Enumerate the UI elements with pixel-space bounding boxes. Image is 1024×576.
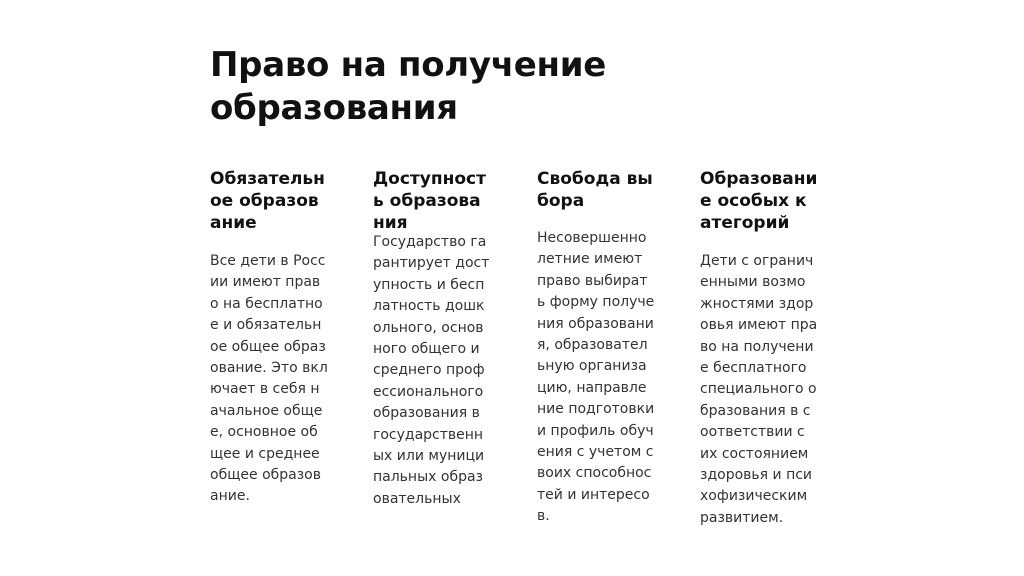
column-special-categories-education bbox=[700, 168, 818, 529]
column-heading: Обязательное образование bbox=[210, 169, 325, 233]
column-text: Все дети в России имеют право на бесплатное и обязательное общее образование. Это включает в себя начальное общее, основное общее и среднее общее образование. bbox=[210, 253, 328, 505]
column-heading: Образование особых категорий bbox=[700, 169, 818, 233]
page-title: Право на получение образования bbox=[210, 45, 607, 128]
column-text: Дети с ограниченными возможностями здоровья имеют право на получение бесплатного специального образования в соответствии с их состоянием здоровья и психофизическим развитием. bbox=[700, 253, 818, 526]
column-heading: Доступность образования bbox=[373, 169, 486, 233]
column-mandatory-education bbox=[210, 168, 328, 508]
column-heading: Свобода выбора bbox=[537, 169, 653, 211]
column-text: Несовершеннолетние имеют право выбирать форму получения образования, образовательную организацию, направление подготовки и профиль обучения с учетом своих способностей и интересов. bbox=[537, 230, 655, 525]
column-freedom-of-choice bbox=[537, 168, 655, 528]
column-text: Государство гарантирует доступность и бесплатность дошкольного, основного общего и среднего профессионального образования в государственных или муниципальных образовательных bbox=[373, 234, 490, 507]
column-education-accessibility bbox=[373, 168, 491, 510]
